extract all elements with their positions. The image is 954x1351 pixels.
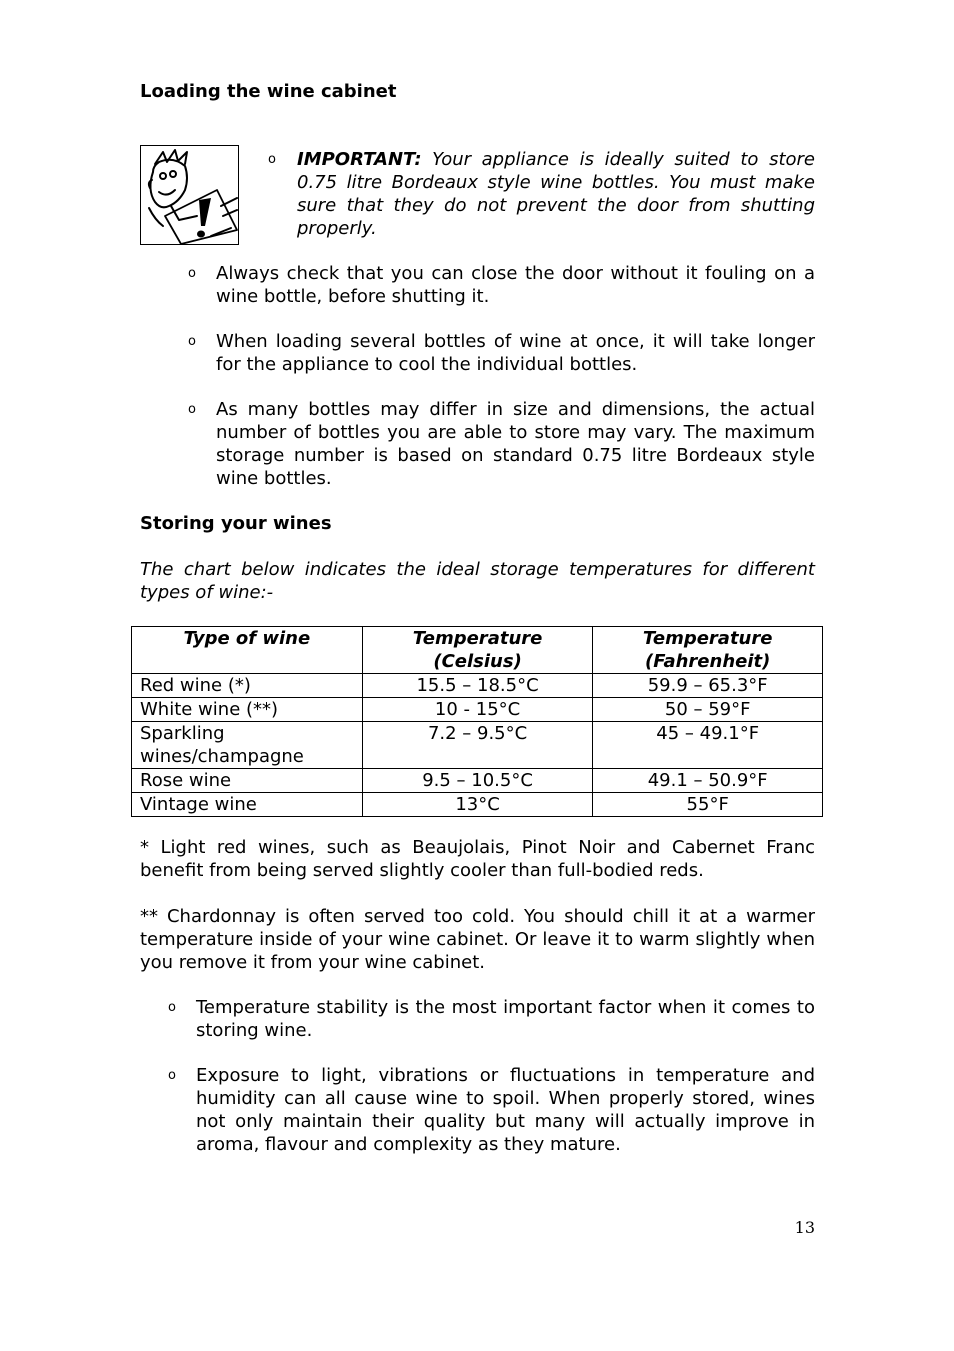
chart-intro: The chart below indicates the ideal storage temperatures for different types of wine:- (140, 559, 815, 603)
section-heading-loading: Loading the wine cabinet (140, 81, 397, 102)
important-note (297, 148, 815, 240)
fahrenheit-cell: 50 – 59°F (593, 698, 823, 722)
table-header-row (132, 627, 823, 674)
bullet-marker: o (268, 152, 276, 167)
table-row (132, 674, 823, 698)
column-header-fahrenheit: Temperature (Fahrenheit) (593, 627, 823, 674)
celsius-cell: 15.5 – 18.5°C (362, 674, 593, 698)
table-row (132, 769, 823, 793)
list-item: Temperature stability is the most important factor when it comes to storing wine. (196, 997, 815, 1041)
wine-type-cell: Rose wine (132, 769, 363, 793)
column-header-type: Type of wine (132, 627, 363, 674)
list-item: Always check that you can close the door without it fouling on a wine bottle, before shutting it. (216, 263, 815, 307)
column-header-celsius: Temperature (Celsius) (362, 627, 593, 674)
important-text: Your appliance is ideally suited to store 0.75 litre Bordeaux style wine bottles. You must make sure that they do not prevent the door from shutting properly. (297, 149, 815, 239)
fahrenheit-cell: 59.9 – 65.3°F (593, 674, 823, 698)
list-item: As many bottles may differ in size and dimensions, the actual number of bottles you are able to store may vary. The maximum storage number is based on standard 0.75 litre Bordeaux style wine bottles. (216, 399, 815, 489)
important-label: IMPORTANT: (297, 149, 422, 170)
celsius-cell: 10 - 15°C (362, 698, 593, 722)
storage-temperature-table (131, 626, 823, 817)
table-row (132, 722, 823, 769)
table-row (132, 793, 823, 817)
bullet-marker: o (188, 266, 196, 281)
wine-type-cell: Red wine (*) (132, 674, 363, 698)
wine-type-cell: White wine (**) (132, 698, 363, 722)
celsius-cell: 9.5 – 10.5°C (362, 769, 593, 793)
wine-type-cell: Sparkling wines/champagne (132, 722, 363, 769)
table-row (132, 698, 823, 722)
celsius-cell: 13°C (362, 793, 593, 817)
footnote-chardonnay: ** Chardonnay is often served too cold. You should chill it at a warmer temperature inside of your wine cabinet. Or leave it to warm slightly when you remove it from your wine cabinet. (140, 906, 815, 973)
fahrenheit-cell: 49.1 – 50.9°F (593, 769, 823, 793)
list-item: When loading several bottles of wine at once, it will take longer for the appliance to cool the individual bottles. (216, 331, 815, 375)
footnote-light-red: * Light red wines, such as Beaujolais, Pinot Noir and Cabernet Franc benefit from being served slightly cooler than full-bodied reds. (140, 837, 815, 881)
fahrenheit-cell: 45 – 49.1°F (593, 722, 823, 769)
section-heading-storing: Storing your wines (140, 513, 332, 534)
bullet-marker: o (168, 1068, 176, 1083)
celsius-cell: 7.2 – 9.5°C (362, 722, 593, 769)
bullet-marker: o (188, 334, 196, 349)
list-item: Exposure to light, vibrations or fluctuations in temperature and humidity can all cause wine to spoil. When properly stored, wines not only maintain their quality but many will actually improve in aroma, flavour and complexity as they mature. (196, 1065, 815, 1155)
bullet-marker: o (188, 402, 196, 417)
wine-type-cell: Vintage wine (132, 793, 363, 817)
page-number: 13 (794, 1218, 815, 1237)
fahrenheit-cell: 55°F (593, 793, 823, 817)
cartoon-man-exclamation-icon (140, 145, 239, 245)
bullet-marker: o (168, 1000, 176, 1015)
